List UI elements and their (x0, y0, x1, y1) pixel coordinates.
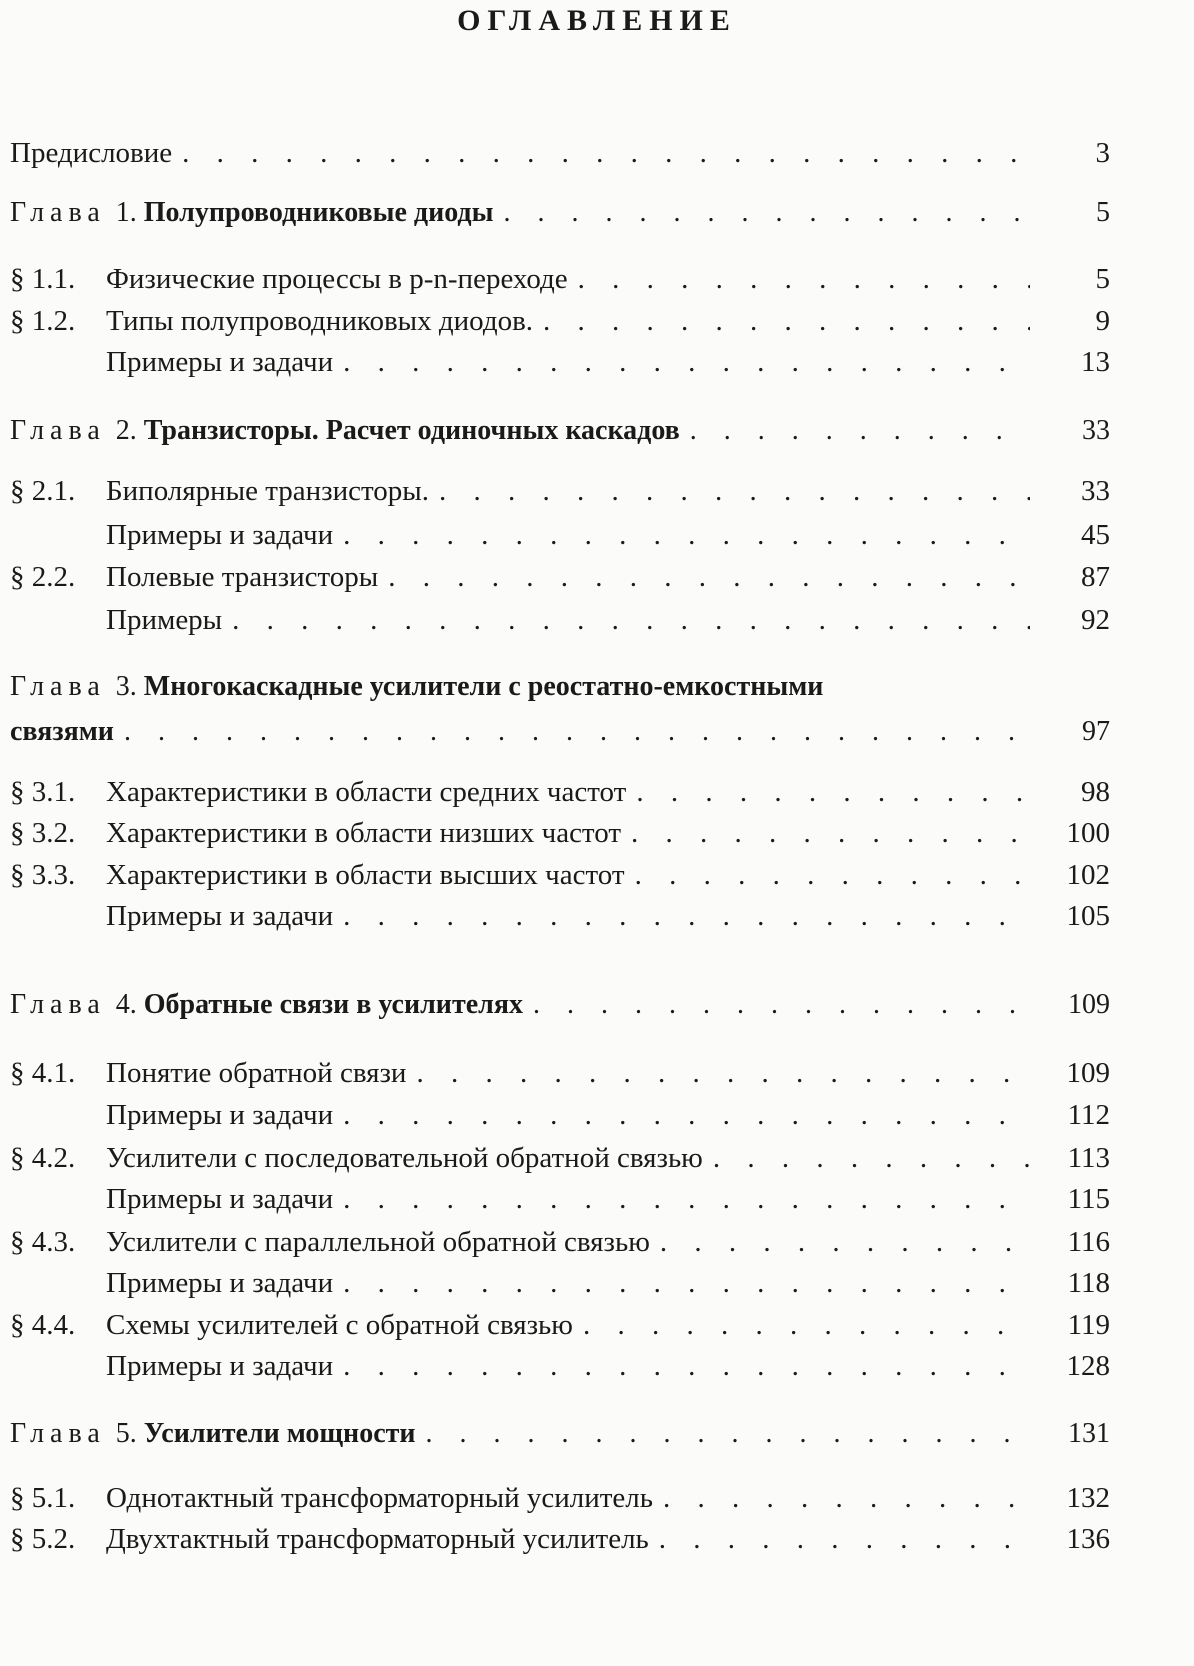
toc-examples[interactable] (10, 600, 1110, 640)
chapter-prefix: Глава (10, 671, 106, 702)
section-number: § 3.1. (10, 776, 76, 808)
toc-preface-label: Предисловие (10, 137, 173, 169)
page-number: 116 (1067, 1226, 1110, 1258)
section-number: § 5.1. (10, 1482, 76, 1514)
section-number: § 4.3. (10, 1226, 76, 1258)
toc-examples[interactable] (10, 342, 1110, 382)
section-number: § 2.1. (10, 475, 76, 507)
page-number: 45 (1081, 519, 1110, 551)
chapter-number: 1. (115, 197, 137, 228)
toc-section[interactable] (10, 1138, 1110, 1178)
chapter-title: Транзисторы. Расчет одиночных каскадов (143, 415, 680, 446)
toc-section[interactable] (10, 471, 1110, 511)
page-number: 112 (1067, 1099, 1110, 1131)
toc-examples[interactable] (10, 515, 1110, 555)
toc-chapter-3[interactable] (10, 712, 1110, 752)
chapter-title: Усилители мощности (143, 1418, 416, 1449)
section-title: Биполярные транзисторы. (106, 475, 430, 507)
section-title: Двухтактный трансформаторный усилитель (106, 1523, 649, 1555)
toc-examples[interactable] (10, 1179, 1110, 1219)
section-title: Примеры и задачи (106, 519, 334, 551)
page-number: 98 (1081, 776, 1110, 808)
section-title: Примеры и задачи (106, 1350, 334, 1382)
page-number: 136 (1066, 1523, 1110, 1555)
toc-section[interactable] (10, 1478, 1110, 1518)
page-number: 92 (1081, 604, 1110, 636)
toc-chapter-3-line-1[interactable] (10, 667, 1110, 707)
section-title: Примеры (106, 604, 223, 636)
page-title: ОГЛАВЛЕНИЕ (457, 4, 737, 37)
page-number: 105 (1066, 900, 1110, 932)
toc-examples[interactable] (10, 896, 1110, 936)
section-number: § 3.3. (10, 859, 76, 891)
section-title: Физические процессы в p-n-переходе (106, 263, 568, 295)
section-title: Характеристики в области высших частот (106, 859, 625, 891)
page-number: 131 (1068, 1418, 1110, 1449)
section-number: § 4.4. (10, 1309, 76, 1341)
page-number: 132 (1066, 1482, 1110, 1514)
page-number: 113 (1067, 1142, 1110, 1174)
chapter-title: Обратные связи в усилителях (143, 989, 523, 1020)
page-number: 33 (1081, 475, 1110, 507)
page-number: 109 (1068, 989, 1110, 1020)
toc-section[interactable] (10, 1519, 1110, 1559)
chapter-number: 5. (115, 1418, 137, 1449)
toc-preface[interactable] (10, 133, 1110, 173)
toc-section[interactable] (10, 813, 1110, 853)
toc-section[interactable] (10, 855, 1110, 895)
toc-chapter-4[interactable] (10, 985, 1110, 1025)
chapter-prefix: Глава (10, 415, 106, 446)
section-title: Примеры и задачи (106, 900, 334, 932)
chapter-prefix: Глава (10, 989, 106, 1020)
section-title: Усилители с последовательной обратной связью (106, 1142, 703, 1174)
page-number: 5 (1095, 263, 1110, 295)
chapter-number: 4. (115, 989, 137, 1020)
section-number: § 3.2. (10, 817, 76, 849)
page-number: 97 (1082, 716, 1110, 747)
toc-examples[interactable] (10, 1346, 1110, 1386)
section-number: § 1.2. (10, 305, 76, 337)
chapter-number: 2. (115, 415, 137, 446)
chapter-title-continued: связями (10, 716, 114, 747)
toc-chapter-1[interactable] (10, 193, 1110, 233)
toc-section[interactable] (10, 259, 1110, 299)
page-number: 13 (1081, 346, 1110, 378)
section-title: Усилители с параллельной обратной связью (106, 1226, 650, 1258)
section-title: Схемы усилителей с обратной связью (106, 1309, 573, 1341)
section-title: Характеристики в области низших частот (106, 817, 622, 849)
toc-section[interactable] (10, 772, 1110, 812)
page-number: 119 (1067, 1309, 1110, 1341)
toc-section[interactable] (10, 557, 1110, 597)
section-title: Примеры и задачи (106, 1099, 334, 1131)
toc-section[interactable] (10, 1053, 1110, 1093)
page-number: 3 (1095, 137, 1110, 169)
section-number: § 1.1. (10, 263, 76, 295)
page-number: 87 (1081, 561, 1110, 593)
page-number: 100 (1066, 817, 1110, 849)
section-number: § 4.2. (10, 1142, 76, 1174)
toc-section[interactable] (10, 1222, 1110, 1262)
section-number: § 5.2. (10, 1523, 76, 1555)
section-title: Однотактный трансформаторный усилитель (106, 1482, 653, 1514)
page-number: 5 (1096, 197, 1110, 228)
page-number: 115 (1067, 1183, 1110, 1215)
section-title: Полевые транзисторы (106, 561, 379, 593)
page-number: 33 (1082, 415, 1110, 446)
toc-section[interactable] (10, 301, 1110, 341)
page-number: 109 (1066, 1057, 1110, 1089)
toc-examples[interactable] (10, 1095, 1110, 1135)
chapter-prefix: Глава (10, 197, 106, 228)
section-title: Характеристики в области средних частот (106, 776, 627, 808)
page-number: 9 (1095, 305, 1110, 337)
chapter-number: 3. (115, 671, 137, 702)
page-number: 102 (1066, 859, 1110, 891)
section-number: § 4.1. (10, 1057, 76, 1089)
chapter-title: Полупроводниковые диоды (143, 197, 494, 228)
chapter-title: Многокаскадные усилители с реостатно-емкостными (143, 671, 824, 702)
toc-chapter-2[interactable] (10, 411, 1110, 451)
section-title: Типы полупроводниковых диодов. (106, 305, 534, 337)
toc-chapter-5[interactable] (10, 1414, 1110, 1454)
page-number: 118 (1067, 1267, 1110, 1299)
toc-examples[interactable] (10, 1263, 1110, 1303)
toc-section[interactable] (10, 1305, 1110, 1345)
section-title: Примеры и задачи (106, 1267, 334, 1299)
section-title: Понятие обратной связи (106, 1057, 407, 1089)
section-title: Примеры и задачи (106, 346, 334, 378)
page-number: 128 (1066, 1350, 1110, 1382)
chapter-prefix: Глава (10, 1418, 106, 1449)
section-title: Примеры и задачи (106, 1183, 334, 1215)
section-number: § 2.2. (10, 561, 76, 593)
